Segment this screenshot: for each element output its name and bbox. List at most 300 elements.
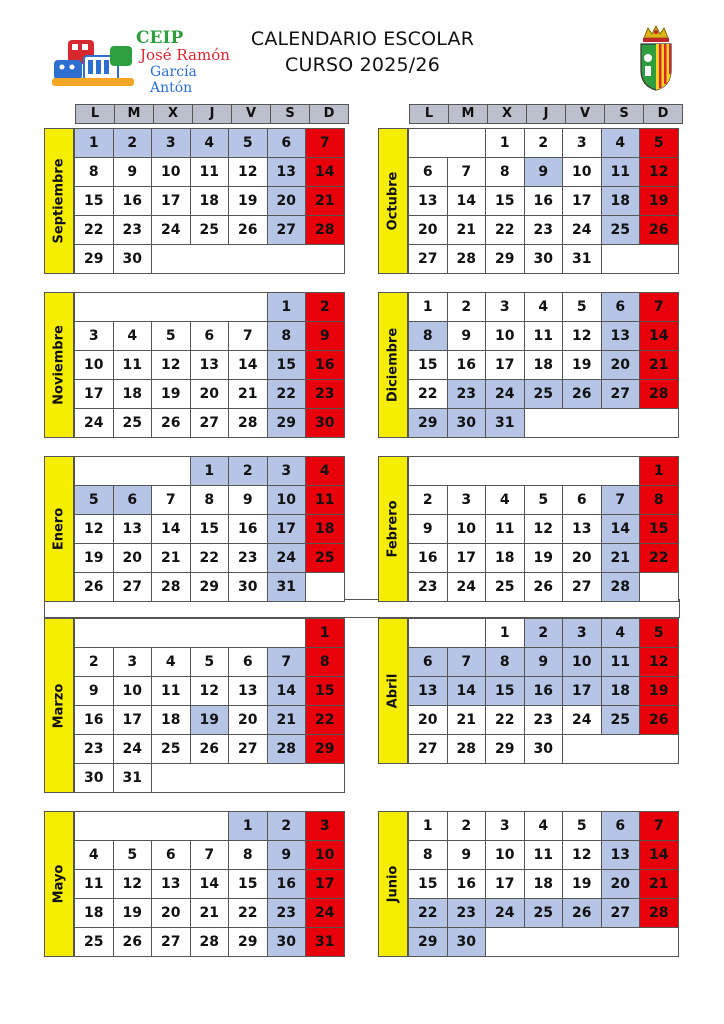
day-cell: 3	[485, 811, 525, 841]
day-cell: 21	[305, 186, 345, 216]
day-cell: 29	[305, 734, 345, 764]
day-cell: 9	[447, 840, 487, 870]
day-cell: 23	[74, 734, 114, 764]
day-cell: 23	[267, 898, 307, 928]
day-cell: 24	[562, 705, 602, 735]
empty-trailing-cells	[562, 734, 679, 764]
day-cell: 6	[267, 128, 307, 158]
school-logo	[50, 28, 240, 96]
day-cell: 1	[267, 292, 307, 322]
day-cell: 7	[601, 485, 641, 515]
day-cell: 18	[524, 350, 564, 380]
day-cell: 10	[113, 676, 153, 706]
day-cell: 15	[408, 869, 448, 899]
day-cell: 8	[485, 157, 525, 187]
day-cell: 19	[639, 186, 679, 216]
weekday-header-d: D	[643, 104, 683, 124]
day-cell: 12	[151, 350, 191, 380]
day-cell: 1	[639, 456, 679, 486]
month-label	[378, 811, 408, 957]
day-cell: 28	[305, 215, 345, 245]
day-cell: 28	[447, 734, 487, 764]
day-cell: 27	[190, 408, 230, 438]
day-cell: 14	[190, 869, 230, 899]
day-cell: 8	[639, 485, 679, 515]
day-cell: 14	[601, 514, 641, 544]
day-cell: 21	[190, 898, 230, 928]
day-cell: 10	[305, 840, 345, 870]
day-cell: 31	[305, 927, 345, 957]
day-cell: 21	[447, 705, 487, 735]
day-cell: 7	[639, 811, 679, 841]
day-cell: 15	[267, 350, 307, 380]
day-cell: 27	[228, 734, 268, 764]
day-cell: 9	[305, 321, 345, 351]
day-cell: 10	[74, 350, 114, 380]
day-cell: 20	[408, 705, 448, 735]
empty-leading-cells	[74, 292, 268, 322]
day-cell: 31	[267, 572, 307, 602]
month-marzo	[44, 618, 345, 792]
day-cell: 22	[408, 898, 448, 928]
month-septiembre	[44, 128, 345, 273]
day-cell: 25	[74, 927, 114, 957]
day-cell: 23	[524, 215, 564, 245]
day-cell: 29	[190, 572, 230, 602]
day-cell: 15	[639, 514, 679, 544]
day-cell: 2	[408, 485, 448, 515]
day-cell: 29	[408, 927, 448, 957]
day-cell: 11	[601, 157, 641, 187]
day-cell: 15	[305, 676, 345, 706]
month-label	[378, 618, 408, 764]
day-cell: 6	[562, 485, 602, 515]
day-cell: 6	[408, 157, 448, 187]
day-cell: 12	[562, 321, 602, 351]
day-cell: 24	[113, 734, 153, 764]
day-cell: 29	[228, 927, 268, 957]
day-cell: 26	[639, 705, 679, 735]
day-cell: 11	[151, 676, 191, 706]
day-cell: 21	[447, 215, 487, 245]
day-cell: 17	[485, 869, 525, 899]
day-cell: 28	[190, 927, 230, 957]
day-cell: 25	[190, 215, 230, 245]
day-cell: 17	[447, 543, 487, 573]
day-cell: 19	[113, 898, 153, 928]
weekday-header-d: D	[309, 104, 349, 124]
day-cell: 13	[601, 321, 641, 351]
weekday-header-j: J	[526, 104, 566, 124]
empty-leading-cells	[74, 811, 229, 841]
day-cell: 2	[74, 647, 114, 677]
day-cell: 11	[485, 514, 525, 544]
day-cell: 7	[447, 157, 487, 187]
day-cell: 26	[151, 408, 191, 438]
day-cell: 26	[562, 379, 602, 409]
day-cell: 21	[601, 543, 641, 573]
day-cell: 21	[228, 379, 268, 409]
day-cell: 14	[151, 514, 191, 544]
day-cell: 22	[74, 215, 114, 245]
day-cell: 7	[305, 128, 345, 158]
month-label	[44, 128, 74, 274]
day-cell: 4	[524, 811, 564, 841]
day-cell: 8	[190, 485, 230, 515]
day-cell: 26	[524, 572, 564, 602]
day-cell: 24	[485, 898, 525, 928]
page-header	[0, 0, 724, 100]
day-cell: 19	[228, 186, 268, 216]
day-cell: 12	[639, 157, 679, 187]
day-cell: 30	[447, 408, 487, 438]
day-cell: 4	[601, 618, 641, 648]
day-cell: 16	[74, 705, 114, 735]
day-cell: 9	[408, 514, 448, 544]
day-cell: 4	[524, 292, 564, 322]
day-cell: 2	[228, 456, 268, 486]
day-cell: 16	[228, 514, 268, 544]
day-cell: 19	[562, 869, 602, 899]
day-cell: 14	[305, 157, 345, 187]
day-cell: 3	[447, 485, 487, 515]
day-cell: 1	[305, 618, 345, 648]
day-cell: 26	[228, 215, 268, 245]
day-cell: 16	[524, 676, 564, 706]
day-cell: 26	[190, 734, 230, 764]
day-cell: 26	[562, 898, 602, 928]
day-cell: 8	[408, 840, 448, 870]
day-cell: 23	[447, 379, 487, 409]
day-cell: 28	[639, 379, 679, 409]
day-cell: 3	[151, 128, 191, 158]
day-cell: 9	[228, 485, 268, 515]
day-cell: 12	[562, 840, 602, 870]
day-cell: 29	[74, 244, 114, 274]
day-cell: 24	[267, 543, 307, 573]
day-cell: 13	[408, 186, 448, 216]
day-cell: 31	[485, 408, 525, 438]
day-cell: 4	[113, 321, 153, 351]
day-cell: 25	[485, 572, 525, 602]
day-cell: 2	[267, 811, 307, 841]
weekday-header-x: X	[487, 104, 527, 124]
day-cell: 17	[562, 186, 602, 216]
day-cell: 12	[113, 869, 153, 899]
empty-trailing-cells	[639, 572, 679, 602]
day-cell: 11	[524, 321, 564, 351]
day-cell: 15	[485, 186, 525, 216]
day-cell: 22	[190, 543, 230, 573]
crest-shield-icon	[636, 24, 676, 92]
month-label	[44, 456, 74, 602]
day-cell: 11	[190, 157, 230, 187]
month-label	[44, 618, 74, 793]
month-name: Febrero	[385, 500, 401, 558]
day-cell: 13	[190, 350, 230, 380]
day-cell: 12	[190, 676, 230, 706]
logo-text-name: José Ramón	[140, 46, 230, 64]
day-cell: 5	[190, 647, 230, 677]
day-cell: 10	[151, 157, 191, 187]
day-cell: 19	[562, 350, 602, 380]
day-cell: 30	[74, 763, 114, 793]
day-cell: 24	[305, 898, 345, 928]
day-cell: 14	[447, 676, 487, 706]
day-cell: 26	[74, 572, 114, 602]
day-cell: 2	[305, 292, 345, 322]
day-cell: 7	[228, 321, 268, 351]
weekday-header-right	[409, 104, 683, 122]
day-cell: 5	[228, 128, 268, 158]
day-cell: 16	[267, 869, 307, 899]
day-cell: 6	[408, 647, 448, 677]
day-cell: 22	[408, 379, 448, 409]
day-cell: 1	[408, 811, 448, 841]
day-cell: 27	[267, 215, 307, 245]
month-name: Diciembre	[385, 327, 401, 403]
day-cell: 13	[408, 676, 448, 706]
month-name: Abril	[385, 673, 401, 709]
day-cell: 20	[601, 350, 641, 380]
day-cell: 13	[151, 869, 191, 899]
day-cell: 20	[267, 186, 307, 216]
day-cell: 8	[485, 647, 525, 677]
weekday-header-m: M	[114, 104, 154, 124]
day-cell: 31	[562, 244, 602, 274]
day-cell: 3	[562, 618, 602, 648]
month-octubre	[378, 128, 679, 273]
day-cell: 29	[485, 244, 525, 274]
day-cell: 1	[485, 618, 525, 648]
day-cell: 11	[305, 485, 345, 515]
day-cell: 20	[190, 379, 230, 409]
day-cell: 6	[601, 292, 641, 322]
day-cell: 31	[113, 763, 153, 793]
day-cell: 13	[562, 514, 602, 544]
day-cell: 23	[447, 898, 487, 928]
day-cell: 7	[639, 292, 679, 322]
logo-text-surname: García Antón	[150, 64, 197, 96]
day-cell: 22	[267, 379, 307, 409]
weekday-header-x: X	[153, 104, 193, 124]
day-cell: 6	[228, 647, 268, 677]
day-cell: 28	[267, 734, 307, 764]
day-cell: 13	[267, 157, 307, 187]
day-cell: 14	[447, 186, 487, 216]
day-cell: 16	[447, 350, 487, 380]
day-cell: 3	[113, 647, 153, 677]
day-cell: 30	[228, 572, 268, 602]
day-cell: 6	[601, 811, 641, 841]
day-cell: 9	[74, 676, 114, 706]
day-cell: 25	[601, 215, 641, 245]
day-cell: 26	[113, 927, 153, 957]
day-cell: 17	[305, 869, 345, 899]
day-cell: 18	[305, 514, 345, 544]
day-cell: 29	[408, 408, 448, 438]
day-cell: 19	[524, 543, 564, 573]
day-cell: 1	[408, 292, 448, 322]
empty-trailing-cells	[601, 244, 679, 274]
day-cell: 3	[485, 292, 525, 322]
day-cell: 4	[74, 840, 114, 870]
day-cell: 5	[639, 618, 679, 648]
day-cell: 21	[267, 705, 307, 735]
month-name: Marzo	[51, 683, 67, 728]
day-cell: 20	[228, 705, 268, 735]
day-cell: 11	[113, 350, 153, 380]
day-cell: 30	[524, 244, 564, 274]
day-cell: 22	[228, 898, 268, 928]
day-cell: 23	[524, 705, 564, 735]
day-cell: 12	[639, 647, 679, 677]
day-cell: 9	[113, 157, 153, 187]
day-cell: 12	[74, 514, 114, 544]
day-cell: 18	[74, 898, 114, 928]
day-cell: 5	[74, 485, 114, 515]
empty-leading-cells	[408, 128, 486, 158]
month-name: Septiembre	[51, 158, 67, 244]
day-cell: 5	[562, 292, 602, 322]
day-cell: 27	[562, 572, 602, 602]
day-cell: 30	[267, 927, 307, 957]
day-cell: 10	[562, 647, 602, 677]
day-cell: 10	[485, 321, 525, 351]
day-cell: 18	[113, 379, 153, 409]
day-cell: 2	[113, 128, 153, 158]
weekday-header-s: S	[270, 104, 310, 124]
day-cell: 25	[151, 734, 191, 764]
day-cell: 11	[601, 647, 641, 677]
day-cell: 17	[151, 186, 191, 216]
day-cell: 23	[305, 379, 345, 409]
day-cell: 29	[267, 408, 307, 438]
day-cell: 16	[113, 186, 153, 216]
day-cell: 5	[524, 485, 564, 515]
day-cell: 3	[267, 456, 307, 486]
day-cell: 24	[447, 572, 487, 602]
day-cell: 19	[151, 379, 191, 409]
day-cell: 16	[408, 543, 448, 573]
day-cell: 21	[639, 350, 679, 380]
day-cell: 12	[524, 514, 564, 544]
month-mayo	[44, 811, 345, 956]
day-cell: 15	[74, 186, 114, 216]
day-cell: 16	[305, 350, 345, 380]
day-cell: 22	[305, 705, 345, 735]
day-cell: 4	[151, 647, 191, 677]
day-cell: 9	[524, 157, 564, 187]
day-cell: 21	[151, 543, 191, 573]
day-cell: 8	[228, 840, 268, 870]
day-cell: 1	[190, 456, 230, 486]
day-cell: 19	[639, 676, 679, 706]
day-cell: 4	[305, 456, 345, 486]
month-enero	[44, 456, 345, 601]
day-cell: 1	[74, 128, 114, 158]
day-cell: 5	[639, 128, 679, 158]
day-cell: 8	[267, 321, 307, 351]
day-cell: 19	[74, 543, 114, 573]
month-label	[378, 128, 408, 274]
day-cell: 12	[228, 157, 268, 187]
day-cell: 1	[228, 811, 268, 841]
day-cell: 7	[447, 647, 487, 677]
logo-text-ceip: CEIP	[136, 28, 184, 48]
day-cell: 20	[151, 898, 191, 928]
month-diciembre	[378, 292, 679, 437]
weekday-header-l: L	[409, 104, 449, 124]
day-cell: 15	[190, 514, 230, 544]
month-abril	[378, 618, 679, 763]
weekday-header-l: L	[75, 104, 115, 124]
day-cell: 4	[190, 128, 230, 158]
day-cell: 9	[524, 647, 564, 677]
day-cell: 17	[113, 705, 153, 735]
day-cell: 3	[305, 811, 345, 841]
day-cell: 11	[74, 869, 114, 899]
day-cell: 16	[524, 186, 564, 216]
day-cell: 13	[228, 676, 268, 706]
day-cell: 23	[113, 215, 153, 245]
day-cell: 1	[485, 128, 525, 158]
day-cell: 9	[267, 840, 307, 870]
day-cell: 28	[639, 898, 679, 928]
weekday-header-v: V	[231, 104, 271, 124]
day-cell: 7	[267, 647, 307, 677]
day-cell: 30	[524, 734, 564, 764]
day-cell: 5	[113, 840, 153, 870]
month-name: Enero	[51, 507, 67, 551]
day-cell: 20	[113, 543, 153, 573]
day-cell: 25	[524, 898, 564, 928]
day-cell: 18	[151, 705, 191, 735]
month-label	[378, 292, 408, 438]
month-febrero	[378, 456, 679, 601]
month-name: Junio	[385, 865, 401, 903]
day-cell: 28	[447, 244, 487, 274]
day-cell: 14	[228, 350, 268, 380]
day-cell: 13	[601, 840, 641, 870]
day-cell: 27	[408, 734, 448, 764]
day-cell: 6	[151, 840, 191, 870]
day-cell: 25	[113, 408, 153, 438]
empty-leading-cells	[74, 618, 306, 648]
title-line-2: CURSO 2025/26	[285, 54, 440, 76]
day-cell: 4	[601, 128, 641, 158]
month-label	[44, 292, 74, 438]
day-cell: 23	[408, 572, 448, 602]
day-cell: 5	[562, 811, 602, 841]
day-cell: 16	[447, 869, 487, 899]
day-cell: 27	[113, 572, 153, 602]
day-cell: 28	[151, 572, 191, 602]
month-noviembre	[44, 292, 345, 437]
day-cell: 25	[601, 705, 641, 735]
day-cell: 25	[305, 543, 345, 573]
month-name: Mayo	[51, 864, 67, 904]
municipal-crest	[636, 24, 676, 92]
day-cell: 8	[408, 321, 448, 351]
month-label	[44, 811, 74, 957]
day-cell: 9	[447, 321, 487, 351]
month-name: Octubre	[385, 171, 401, 231]
day-cell: 10	[447, 514, 487, 544]
day-cell: 30	[305, 408, 345, 438]
day-cell: 17	[74, 379, 114, 409]
empty-trailing-cells	[151, 763, 345, 793]
